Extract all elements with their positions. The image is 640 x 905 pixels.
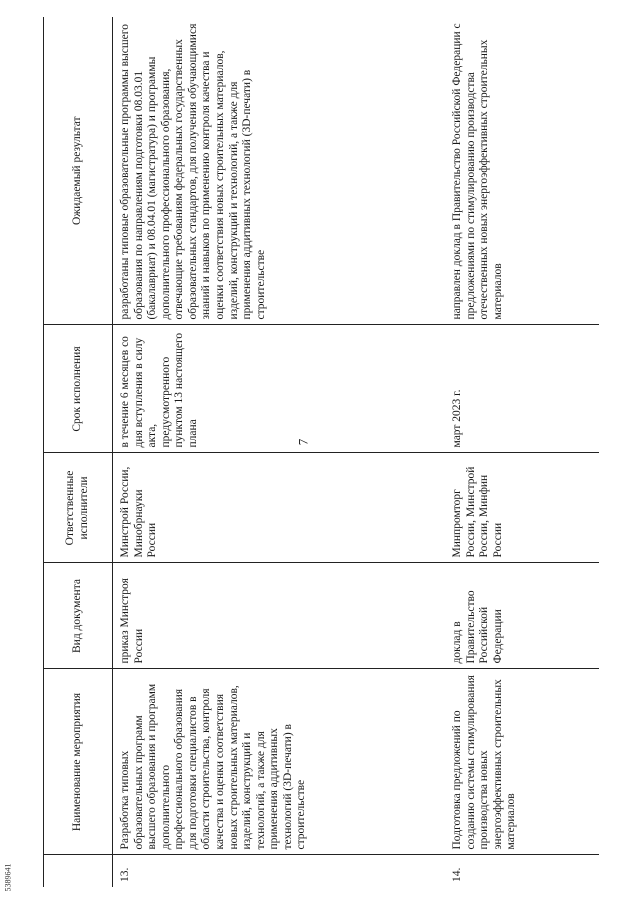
row-term: март 2023 г. xyxy=(445,325,599,453)
row-doc: доклад в Правительство Российской Федерации xyxy=(445,563,599,669)
header-name: Наименование мероприятия xyxy=(44,669,113,855)
row-doc: приказ Минстроя России xyxy=(113,563,446,669)
row-term: в течение 6 месяцев со дня вступления в силу акта, предусмотренного пунктом 13 настоящего плана xyxy=(113,325,446,453)
table-row xyxy=(113,17,446,887)
measures-table xyxy=(43,17,599,887)
row-result: разработаны типовые образовательные программы высшего образования по направлениям подготовки 08.03.01 (бакалавриат) и 08.04.01 (магистратура) и программы дополнительного профессионального образования, отвечающие требованиям федеральных государственных образовательных стандартов, для получения обучающимися знаний и навыков по применению контроля качества и оценки соответствия новых строительных материалов, изделий, конструкций и технологий, а также для применения аддитивных технологий (3D-печати) в строительстве xyxy=(113,17,446,325)
header-doc: Вид документа xyxy=(44,563,113,669)
rotated-table-container xyxy=(43,17,608,887)
row-responsible: Минпромторг России, Минстрой России, Минфин России xyxy=(445,453,599,563)
header-responsible: Ответственные исполнители xyxy=(44,453,113,563)
row-name: Разработка типовых образовательных программ высшего образования и программ дополнительного профессионального образования для подготовки специалистов в области строительства, контроля качества и оценки соответствия новых строительных материалов, изделий, конструкций и технологий, а также для применения аддитивных технологий (3D-печати) в строительстве xyxy=(113,669,446,855)
row-number: 13. xyxy=(119,867,131,882)
row-result: направлен доклад в Правительство Российской Федерации с предложениями по стимулированию производства отечественных новых энергоэффективных строительных материалов xyxy=(445,17,599,325)
header-term: Срок исполнения xyxy=(44,325,113,453)
table-row xyxy=(445,17,599,887)
row-number: 14. xyxy=(451,867,463,882)
header-number xyxy=(44,855,113,887)
header-result: Ожидаемый результат xyxy=(44,17,113,325)
page-number: 7 xyxy=(295,438,311,446)
table-header-row xyxy=(44,17,113,887)
document-id: 5389641 xyxy=(3,863,13,892)
row-responsible: Минстрой России, Минобрнауки России xyxy=(113,453,446,563)
row-name: Подготовка предложений по созданию системы стимулирования производства новых энергоэффективных строительных материалов xyxy=(445,669,599,855)
